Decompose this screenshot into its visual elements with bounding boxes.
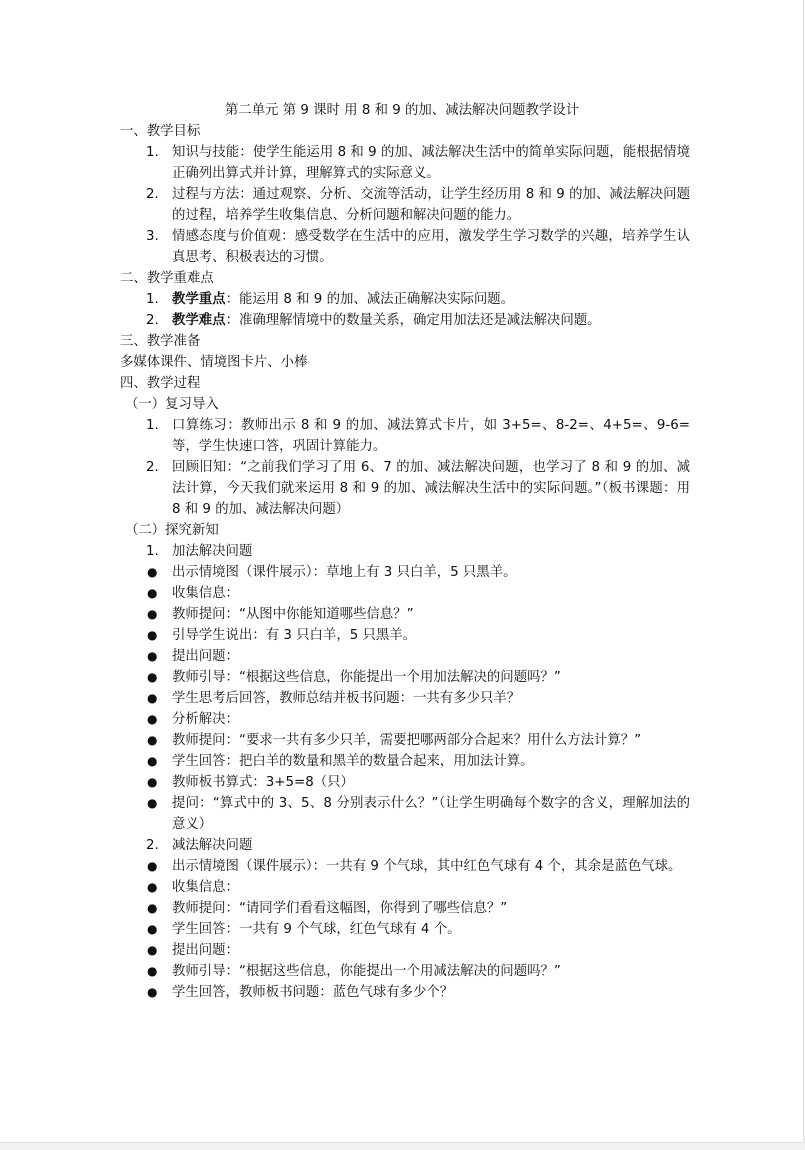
- bullet-item: [120, 730, 690, 751]
- bullet-icon: ●: [147, 964, 158, 978]
- bullet-icon: ●: [147, 985, 158, 999]
- item-text: 过程与方法：通过观察、分析、交流等活动，让学生经历用 8 和 9 的加、减法解决问题的过程，培养学生收集信息、分析问题和解决问题的能力。: [172, 187, 690, 223]
- item-text: 知识与技能：使学生能运用 8 和 9 的加、减法解决生活中的简单实际问题，能根据情境正确列出算式并计算，理解算式的实际意义。: [172, 145, 690, 181]
- bullet-text: 出示情境图（课件展示）：一共有 9 个气球，其中红色气球有 4 个，其余是蓝色气球。: [172, 859, 682, 874]
- bullet-item: [120, 982, 690, 1003]
- item-number: 2.: [146, 313, 159, 328]
- numbered-item: [120, 226, 690, 268]
- bullet-icon: ●: [147, 754, 158, 768]
- bullet-text: 教师提问：“要求一共有多少只羊，需要把哪两部分合起来？用什么方法计算？”: [172, 733, 642, 748]
- bullet-text: 收集信息：: [172, 586, 239, 601]
- bullet-item: [120, 940, 690, 961]
- document-body: [120, 100, 690, 1003]
- numbered-item: [120, 142, 690, 184]
- bullet-item: [120, 898, 690, 919]
- bullet-item: [120, 625, 690, 646]
- bullet-text: 学生回答：一共有 9 个气球，红色气球有 4 个。: [172, 922, 461, 937]
- bullet-text: 教师引导：“根据这些信息，你能提出一个用减法解决的问题吗？”: [172, 964, 561, 979]
- bullet-icon: ●: [147, 859, 158, 873]
- bullet-icon: ●: [147, 649, 158, 663]
- bullet-item: [120, 562, 690, 583]
- bullet-item: [120, 772, 690, 793]
- bullet-item: [120, 646, 690, 667]
- bullet-text: 提出问题：: [172, 943, 239, 958]
- item-text: 回顾旧知：“之前我们学习了用 6、7 的加、减法解决问题，也学习了 8 和 9 的加、减法计算，今天我们就来运用 8 和 9 的加、减法解决生活中的实际问题。”（板书课题：用 8 和 9 的加、减法解决问题）: [172, 460, 690, 517]
- bullet-icon: ●: [147, 901, 158, 915]
- numbered-item: [120, 415, 690, 457]
- item-text: 加法解决问题: [172, 544, 253, 559]
- bullet-item: [120, 583, 690, 604]
- bullet-text: 收集信息：: [172, 880, 239, 895]
- numbered-item: [120, 835, 690, 856]
- bullet-item: [120, 751, 690, 772]
- item-number: 1.: [146, 418, 159, 433]
- item-number: 3.: [146, 229, 159, 244]
- item-label: 教学重点: [172, 292, 226, 307]
- item-number: 1.: [146, 292, 159, 307]
- item-text: 情感态度与价值观：感受数学在生活中的应用，激发学生学习数学的兴趣，培养学生认真思考、积极表达的习惯。: [172, 229, 690, 265]
- bullet-text: 提问：“算式中的 3、5、8 分别表示什么？”（让学生明确每个数字的含义，理解加法的意义）: [172, 796, 690, 832]
- item-number: 2.: [146, 838, 159, 853]
- bullet-text: 分析解决：: [172, 712, 239, 727]
- numbered-item: [120, 310, 690, 331]
- bullet-text: 教师提问：“从图中你能知道哪些信息？”: [172, 607, 414, 622]
- bullet-item: [120, 667, 690, 688]
- item-number: 1.: [146, 145, 159, 160]
- bullet-item: [120, 709, 690, 730]
- bullet-icon: ●: [147, 712, 158, 726]
- item-text: 减法解决问题: [172, 838, 253, 853]
- numbered-item: [120, 184, 690, 226]
- bullet-item: [120, 856, 690, 877]
- section-heading: 二、教学重难点: [120, 271, 214, 286]
- bullet-text: 引导学生说出：有 3 只白羊，5 只黑羊。: [172, 628, 417, 643]
- item-label: 教学难点: [172, 313, 226, 328]
- bullet-text: 出示情境图（课件展示）：草地上有 3 只白羊，5 只黑羊。: [172, 565, 517, 580]
- item-number: 1.: [146, 544, 159, 559]
- bullet-item: [120, 604, 690, 625]
- bullet-icon: ●: [147, 943, 158, 957]
- bullet-text: 提出问题：: [172, 649, 239, 664]
- item-text: ：能运用 8 和 9 的加、减法正确解决实际问题。: [225, 292, 515, 307]
- bullet-item: [120, 793, 690, 835]
- subsection-heading: （一）复习导入: [125, 397, 219, 412]
- bullet-text: 学生回答，教师板书问题：蓝色气球有多少个？: [172, 985, 454, 1000]
- bullet-text: 教师提问：“请同学们看看这幅图，你得到了哪些信息？”: [172, 901, 508, 916]
- bullet-item: [120, 919, 690, 940]
- bullet-icon: ●: [147, 733, 158, 747]
- item-number: 2.: [146, 187, 159, 202]
- numbered-item: [120, 541, 690, 562]
- numbered-item: [120, 289, 690, 310]
- paragraph: 多媒体课件、情境图卡片、小棒: [120, 355, 308, 370]
- bullet-icon: ●: [147, 796, 158, 810]
- bullet-item: [120, 688, 690, 709]
- item-text: 口算练习：教师出示 8 和 9 的加、减法算式卡片，如 3+5=、8-2=、4+5=、9-6= 等，学生快速口答，巩固计算能力。: [172, 418, 690, 454]
- bullet-icon: ●: [147, 775, 158, 789]
- section-heading: 四、教学过程: [120, 376, 201, 391]
- bullet-icon: ●: [147, 586, 158, 600]
- numbered-item: [120, 457, 690, 520]
- bullet-item: [120, 877, 690, 898]
- bullet-icon: ●: [147, 691, 158, 705]
- bullet-text: 学生回答：把白羊的数量和黑羊的数量合起来，用加法计算。: [172, 754, 534, 769]
- section-heading: 三、教学准备: [120, 334, 201, 349]
- bullet-icon: ●: [147, 565, 158, 579]
- bullet-text: 教师板书算式：3+5=8（只）: [172, 775, 354, 790]
- bullet-icon: ●: [147, 922, 158, 936]
- bullet-icon: ●: [147, 670, 158, 684]
- item-text: ：准确理解情境中的数量关系，确定用加法还是减法解决问题。: [225, 313, 601, 328]
- bullet-icon: ●: [147, 880, 158, 894]
- bullet-text: 教师引导：“根据这些信息，你能提出一个用加法解决的问题吗？”: [172, 670, 561, 685]
- bullet-text: 学生思考后回答，教师总结并板书问题：一共有多少只羊？: [172, 691, 521, 706]
- item-number: 2.: [146, 460, 159, 475]
- bullet-icon: ●: [147, 628, 158, 642]
- bullet-icon: ●: [147, 607, 158, 621]
- section-heading: 一、教学目标: [120, 124, 201, 139]
- bullet-item: [120, 961, 690, 982]
- subsection-heading: （二）探究新知: [125, 523, 219, 538]
- document-title: 第二单元 第 9 课时 用 8 和 9 的加、减法解决问题教学设计: [224, 103, 580, 118]
